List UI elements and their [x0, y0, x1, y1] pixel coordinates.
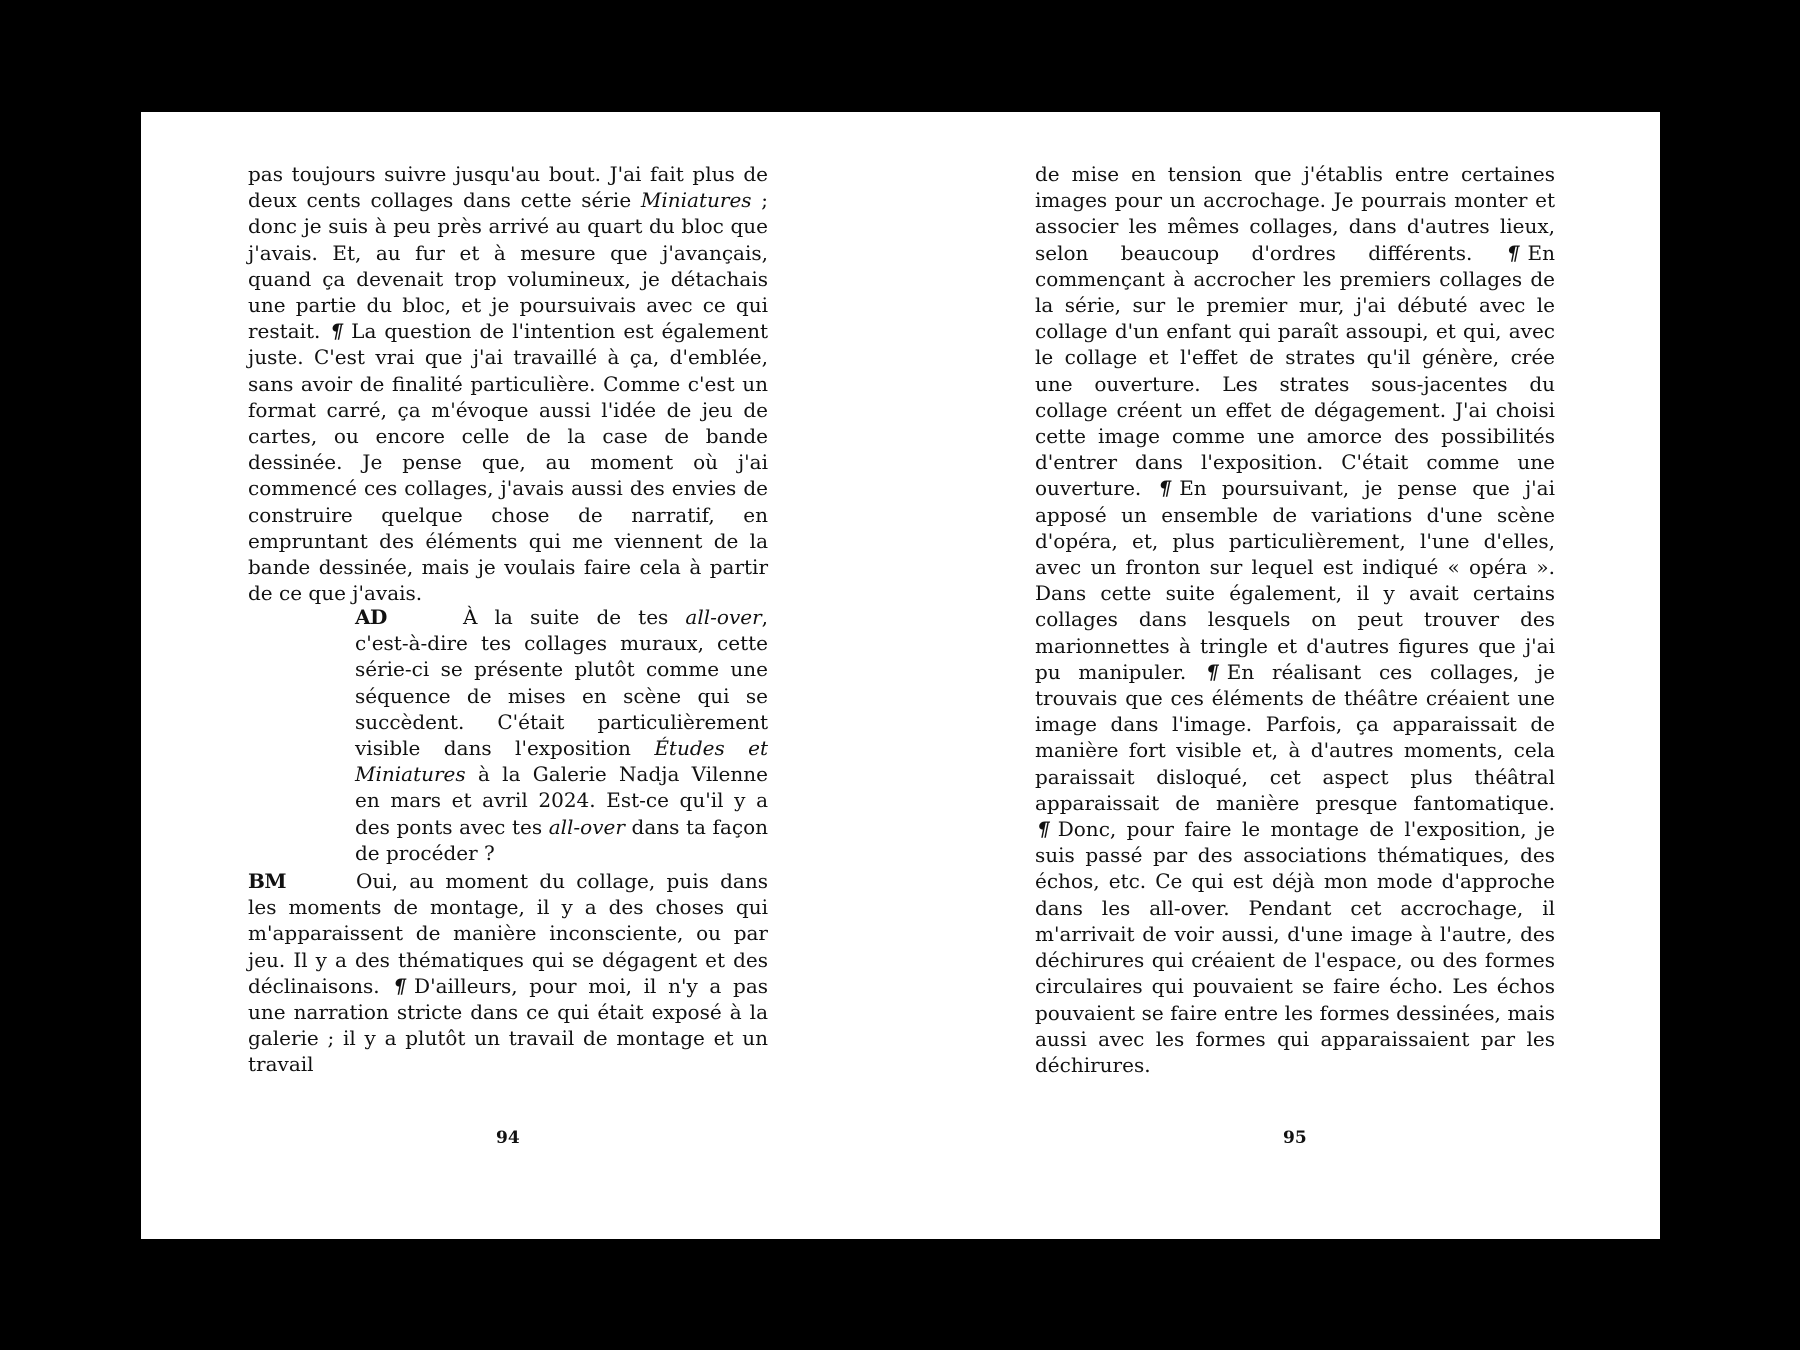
text-segment: En poursuivant, je pense que j'ai apposé un ensemble de variations d'une scène d'opéra, et, plus particulièrement, l'une d'elles, avec un fronton sur lequel est indiqué « opéra ». Dans cette suite également, il y avait certains collages dans lesquels on peut trouver des marionnettes à tringle et d'autres figures que j'ai pu manipuler.	[1035, 476, 1556, 684]
text-segment: à la Galerie Nadja Vilenne en mars et avril 2024. Est-ce qu'il y a des ponts avec tes	[355, 762, 768, 839]
text-segment: En réalisant ces collages, je trouvais que ces éléments de théâtre créaient une image dans l'image. Parfois, ça apparaissait de manière fort visible et, à d'autres moments, cela paraissait disloqué, cet aspect plus théâtral apparaissait de manière presque fantomatique.	[1035, 659, 1556, 815]
page-number-right: 95	[1283, 1128, 1307, 1148]
italic-term: all-over	[685, 605, 762, 629]
pilcrow-icon: ¶	[1506, 240, 1520, 265]
italic-title: Études et Miniatures	[355, 736, 768, 787]
paragraph	[1035, 161, 1555, 1078]
speaker-label-ad: AD	[355, 605, 387, 629]
text-segment: Donc, pour faire le montage de l'exposition, je suis passé par des associations thématiques, des échos, etc. Ce qui est déjà mon mode d'approche dans les all-over. Pendant cet accrochage, il m'arrivait de voir aussi, d'une image à l'autre, des déchirures qui créaient de l'espace, ou des formes circulaires qui pouvaient se faire écho. Les échos pouvaient se faire entre les formes dessinées, mais aussi avec les formes qui apparaissaient par les déchirures.	[1035, 817, 1555, 1077]
pilcrow-icon: ¶	[393, 973, 407, 998]
page-number-left: 94	[496, 1128, 520, 1148]
pilcrow-icon: ¶	[1037, 817, 1050, 842]
text-segment: ; donc je suis à peu près arrivé au quart du bloc que j'avais. Et, au fur et à mesure que j'avançais, quand ça devenait trop volumineux, je détachais une partie du bloc, et je poursuivais avec ce qui restait.	[248, 188, 768, 344]
text-segment: Oui, au moment du collage, puis dans les moments de montage, il y a des choses qui m'apparaissent de manière inconsciente, ou par jeu. Il y a des thématiques qui se dégagent et des déclinaisons.	[248, 869, 768, 998]
italic-term: all-over	[548, 814, 625, 839]
pilcrow-icon: ¶	[330, 319, 344, 344]
interview-question	[355, 604, 768, 866]
text-segment: , c'est-à-dire tes collages muraux, cette série-ci se présente plutôt comme une séquence de mises en scène qui se succèdent. C'était particulièrement visible dans l'exposition	[355, 605, 768, 761]
paragraph	[248, 161, 768, 606]
pilcrow-icon: ¶	[1206, 659, 1219, 684]
italic-title: Miniatures	[640, 188, 752, 213]
text-segment: À la suite de tes	[463, 605, 686, 629]
pilcrow-icon: ¶	[1158, 476, 1172, 501]
text-segment: En commençant à accrocher les premiers collages de la série, sur le premier mur, j'ai débuté avec le collage d'un enfant qui paraît assoupi, et qui, avec le collage et l'effet de strates qu'il génère, crée une ouverture. Les strates sous-jacentes du collage créent un effet de dégagement. J'ai choisi cette image comme une amorce des possibilités d'entrer dans l'exposition. C'était comme une ouverture.	[1035, 240, 1556, 501]
text-segment: La question de l'intention est également juste. C'est vrai que j'ai travaillé à ça, d'emblée, sans avoir de finalité particulière. Comme c'est un format carré, ça m'évoque aussi l'idée de jeu de cartes, ou encore celle de la case de bande dessinée. Je pense que, au moment où j'ai commencé ces collages, j'avais aussi des envies de construire quelque chose de narratif, en empruntant des éléments qui me viennent de la bande dessinée, mais je voulais faire cela à partir de ce que j'avais.	[248, 319, 769, 606]
right-page-text	[1035, 161, 1555, 1078]
text-segment: pas toujours suivre jusqu'au bout. J'ai fait plus de deux cents collages dans cette série	[248, 162, 768, 213]
speaker-label-bm: BM	[248, 869, 287, 893]
text-segment: dans ta façon de procéder ?	[355, 814, 768, 865]
interview-answer	[248, 868, 768, 1078]
book-spread	[141, 112, 1660, 1239]
left-page-text	[248, 161, 768, 606]
text-segment: D'ailleurs, pour moi, il n'y a pas une narration stricte dans ce qui était exposé à la galerie ; il y a plutôt un travail de montage et un travail	[248, 973, 769, 1077]
text-segment: de mise en tension que j'établis entre certaines images pour un accrochage. Je pourrais monter et associer les mêmes collages, dans d'autres lieux, selon beaucoup d'ordres différents.	[1035, 162, 1555, 265]
